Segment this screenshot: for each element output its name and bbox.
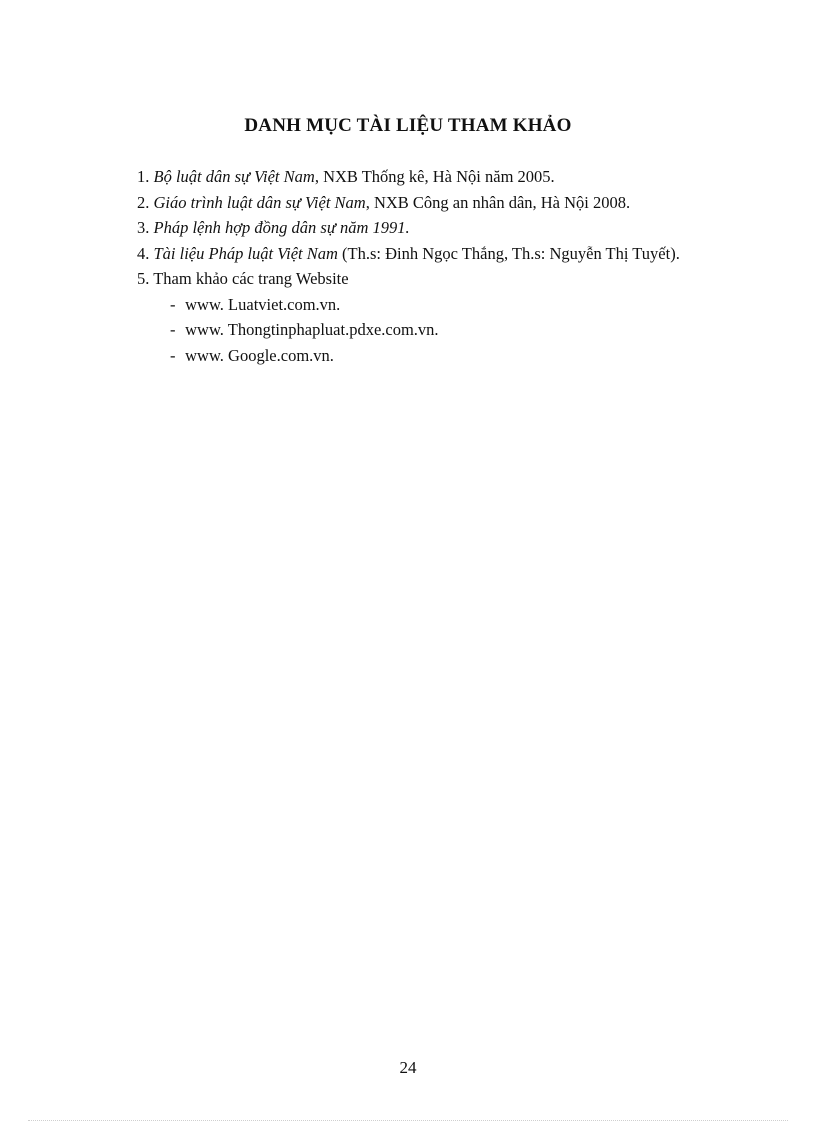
website-list — [137, 292, 709, 369]
footer-divider — [28, 1120, 788, 1121]
website-item — [170, 317, 709, 343]
website-url: www. Google.com.vn. — [185, 345, 334, 365]
reference-details: (Th.s: Đinh Ngọc Thắng, Th.s: Nguyễn Thị Tuyết). — [337, 243, 680, 263]
reference-details: Tham khảo các trang Website — [153, 269, 349, 288]
website-item — [170, 343, 709, 369]
reference-title: Tài liệu Pháp luật Việt Nam — [153, 243, 338, 263]
reference-item — [137, 241, 709, 267]
reference-number: 3. — [137, 218, 150, 237]
reference-details: , NXB Công an nhân dân, Hà Nội 2008. — [365, 192, 631, 212]
reference-item — [137, 266, 709, 292]
reference-title: Giáo trình luật dân sự Việt Nam — [153, 192, 366, 212]
page-title: DANH MỤC TÀI LIỆU THAM KHẢO — [244, 115, 572, 136]
reference-number: 1. — [137, 167, 150, 186]
reference-title: Pháp lệnh hợp đồng dân sự năm 1991. — [153, 218, 410, 237]
website-url: www. Luatviet.com.vn. — [185, 294, 341, 314]
reference-details: , NXB Thống kê, Hà Nội năm 2005. — [314, 167, 555, 186]
reference-list — [137, 164, 709, 368]
list-dash: - — [170, 294, 176, 314]
reference-item — [137, 190, 709, 216]
list-dash: - — [170, 345, 176, 365]
reference-item — [137, 215, 709, 241]
reference-title: Bộ luật dân sự Việt Nam — [153, 167, 315, 186]
reference-number: 4. — [137, 243, 150, 263]
page-number: 24 — [399, 1058, 417, 1077]
reference-item — [137, 164, 709, 190]
reference-number: 2. — [137, 192, 150, 212]
website-item — [170, 292, 709, 318]
list-dash: - — [170, 320, 176, 339]
website-url: www. Thongtinphapluat.pdxe.com.vn. — [185, 320, 439, 339]
reference-number: 5. — [137, 269, 150, 288]
